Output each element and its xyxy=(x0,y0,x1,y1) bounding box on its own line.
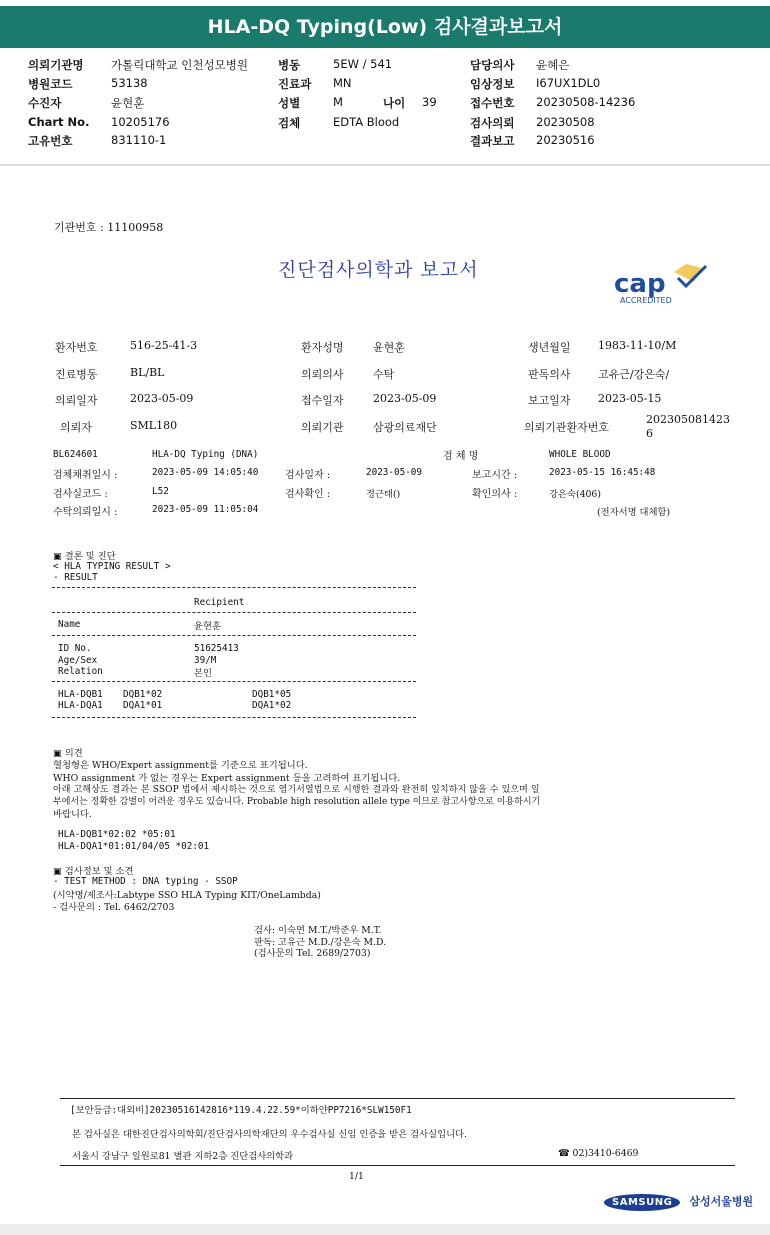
samsung-brand: SAMSUNG xyxy=(604,1194,680,1211)
header-label: 수진자 xyxy=(28,96,62,110)
info-key: 생년월일 xyxy=(528,341,571,354)
highres-line: HLA-DQB1*02:02 *05:01 xyxy=(58,829,176,840)
cap-logo-sub: ACCREDITED xyxy=(620,296,672,305)
reporttime-label: 보고시간 : xyxy=(472,470,518,481)
info-heading: ▣ 검사정보 및 소견 xyxy=(53,866,134,877)
bottom-margin xyxy=(0,1224,770,1235)
header-label: 접수번호 xyxy=(470,96,515,110)
report-title-bar xyxy=(0,6,770,48)
header-label: 의뢰기관명 xyxy=(28,58,84,72)
page-number: 1/1 xyxy=(349,1171,364,1182)
info-value: 윤현훈 xyxy=(373,341,405,354)
reporttime-value: 2023-05-15 16:45:48 xyxy=(549,467,656,478)
received-value: 2023-05-09 11:05:04 xyxy=(152,504,259,515)
header-value: 20230516 xyxy=(536,133,595,147)
divider xyxy=(52,717,416,718)
received-label: 수탁의뢰일시 : xyxy=(53,507,118,518)
confirmdoc-value: 강은숙(406) xyxy=(549,489,601,500)
typing-allele: DQB1*02 xyxy=(123,689,163,700)
info-value: 6 xyxy=(646,427,653,440)
header-value: 20230508 xyxy=(536,115,595,129)
institution-number: 기관번호 : 11100958 xyxy=(54,221,164,234)
test-code: BL624601 xyxy=(53,449,98,460)
name-value: 윤현훈 xyxy=(194,621,221,632)
result-subheading: - RESULT xyxy=(53,572,98,583)
header-label: 성별 xyxy=(278,96,301,110)
confirmdoc-label: 확인의사 : xyxy=(472,489,518,500)
info-line: - 검사문의 : Tel. 6462/2703 xyxy=(53,902,175,913)
header-value: M xyxy=(333,95,343,109)
header-value: 39 xyxy=(422,95,437,109)
age-value: 39/M xyxy=(194,655,217,666)
info-line: - TEST METHOD : DNA typing - SSOP xyxy=(53,876,238,887)
header-value: 53138 xyxy=(111,76,148,90)
footer-security: [보안등급:대외비]20230516142816*119.4.22.59*이하얀PP7216*SLW150F1 xyxy=(70,1105,412,1116)
typing-locus: HLA-DQA1 xyxy=(58,700,103,711)
header-value: MN xyxy=(333,76,352,90)
divider xyxy=(52,612,416,613)
footer-certification: 본 검사실은 대한진단검사의학회/진단검사의학재단의 우수검사실 신임 인증을 받은 검사실입니다. xyxy=(72,1129,467,1140)
info-key: 의뢰기관환자번호 xyxy=(524,421,610,434)
header-label: 임상정보 xyxy=(470,77,515,91)
typing-locus: HLA-DQB1 xyxy=(58,689,103,700)
info-key: 접수일자 xyxy=(301,394,344,407)
specimen-label: 검 체 명 xyxy=(443,451,479,462)
confirm-value: 정근태() xyxy=(366,489,401,500)
header-label: 병동 xyxy=(278,58,301,72)
info-value: 202305081423 xyxy=(646,413,730,426)
info-line: (시약명/제조사:Labtype SSO HLA Typing KIT/OneLambda) xyxy=(53,890,321,901)
typing-allele: DQA1*01 xyxy=(123,700,163,711)
info-key: 의뢰의사 xyxy=(301,368,344,381)
collect-value: 2023-05-09 14:05:40 xyxy=(152,467,259,478)
relation-value: 본인 xyxy=(194,668,212,679)
collect-label: 검체채취일시 : xyxy=(53,470,118,481)
opinion-heading: ▣ 의견 xyxy=(53,748,83,759)
footer-address: 서울시 강남구 일원로81 별관 지하2층 진단검사의학과 xyxy=(72,1151,294,1162)
info-key: 의뢰일자 xyxy=(55,394,98,407)
info-key: 보고일자 xyxy=(528,394,571,407)
specimen-value: WHOLE BLOOD xyxy=(549,449,611,460)
info-key: 환자성명 xyxy=(301,341,344,354)
samsung-hospital-logo xyxy=(604,1190,753,1211)
typing-allele: DQB1*05 xyxy=(252,689,292,700)
info-value: 2023-05-09 xyxy=(130,392,194,405)
test-name: HLA-DQ Typing (DNA) xyxy=(152,449,259,460)
header-value: I67UX1DL0 xyxy=(536,76,601,90)
typing-allele: DQA1*02 xyxy=(252,700,292,711)
id-value: 51625413 xyxy=(194,643,239,654)
header-label: 나이 xyxy=(383,96,406,110)
result-subheading: < HLA TYPING RESULT > xyxy=(53,561,171,572)
info-key: 의뢰자 xyxy=(60,421,92,434)
header-divider xyxy=(0,164,770,166)
info-key: 판독의사 xyxy=(528,368,571,381)
header-value: 가톨릭대학교 인천성모병원 xyxy=(111,58,248,72)
result-heading: ▣ 결론 및 진단 xyxy=(53,551,116,562)
header-label: 고유번호 xyxy=(28,134,73,148)
divider xyxy=(52,635,416,636)
highres-line: HLA-DQA1*01:01/04/05 *02:01 xyxy=(58,841,210,852)
header-label: 진료과 xyxy=(278,77,312,91)
cap-accredited-logo xyxy=(612,262,712,306)
room-label: 검사실코드 : xyxy=(53,489,108,500)
name-label: Name xyxy=(58,619,81,630)
footer-phone: ☎ 02)3410-6469 xyxy=(558,1148,639,1159)
info-value: 2023-05-15 xyxy=(598,392,662,405)
info-value: 516-25-41-3 xyxy=(130,339,198,352)
info-value: SML180 xyxy=(130,419,178,432)
id-label: ID No. xyxy=(58,643,92,654)
samsung-hospital-name: 삼성서울병원 xyxy=(689,1195,754,1208)
confirm-label: 검사확인 : xyxy=(285,489,331,500)
signature-line: (검사문의 Tel. 2689/2703) xyxy=(254,948,371,959)
header-value: 윤혜은 xyxy=(536,58,570,72)
report-title: HLA-DQ Typing(Low) 검사결과보고서 xyxy=(207,16,563,38)
header-value: 831110-1 xyxy=(111,133,167,147)
cap-logo-brand: cap xyxy=(614,269,666,299)
signature-line: 검사: 이숙연 M.T./박준우 M.T. xyxy=(254,925,382,936)
info-value: 2023-05-09 xyxy=(373,392,437,405)
testdate-label: 검사일자 : xyxy=(285,470,331,481)
header-value: EDTA Blood xyxy=(333,115,400,129)
header-value: 10205176 xyxy=(111,115,170,129)
header-value: 5EW / 541 xyxy=(333,57,393,71)
info-value: 고유근/강은숙/ xyxy=(598,368,670,381)
opinion-line: 아래 고해상도 결과는 본 SSOP 법에서 제시하는 것으로 염기서열법으로 시행한 결과와 완전히 일치하지 않을 수 있으며 일 xyxy=(53,785,540,795)
header-label: 검사의뢰 xyxy=(470,116,515,130)
header-label: 결과보고 xyxy=(470,134,515,148)
header-value: 윤현훈 xyxy=(111,96,145,110)
info-key: 의뢰기관 xyxy=(301,421,344,434)
info-value: 삼광의료재단 xyxy=(373,421,437,434)
doc-title: 진단검사의학과 보고서 xyxy=(278,259,479,281)
divider xyxy=(52,681,416,682)
header-label: 검체 xyxy=(278,116,301,130)
recipient-header: Recipient xyxy=(194,597,245,608)
opinion-line: 바랍니다. xyxy=(53,809,92,820)
age-label: Age/Sex xyxy=(58,655,98,666)
opinion-line: 혈청형은 WHO/Expert assignment를 기준으로 표기됩니다. xyxy=(53,760,308,771)
header-label: Chart No. xyxy=(28,115,90,129)
info-value: 1983-11-10/M xyxy=(598,339,677,352)
opinion-line: WHO assignment 가 없는 경우는 Expert assignment 등을 고려하여 표기됩니다. xyxy=(53,773,401,784)
header-label: 병원코드 xyxy=(28,77,73,91)
divider xyxy=(52,587,416,588)
signature-line: 판독: 고유근 M.D./강은숙 M.D. xyxy=(254,937,387,948)
room-value: L52 xyxy=(152,486,169,497)
footer-divider xyxy=(60,1098,735,1099)
info-value: 수탁 xyxy=(373,368,395,381)
header-value: 20230508-14236 xyxy=(536,95,636,109)
opinion-line: 부에서는 정확한 감별이 어려운 경우도 있습니다. Probable high resolution allele type 이므로 참고사항으로 이용하시기 xyxy=(53,797,541,807)
header-label: 담당의사 xyxy=(470,58,515,72)
relation-label: Relation xyxy=(58,666,103,677)
esign-note: (전자서명 대체함) xyxy=(597,507,671,518)
info-key: 환자번호 xyxy=(55,341,98,354)
testdate-value: 2023-05-09 xyxy=(366,467,422,478)
info-value: BL/BL xyxy=(130,366,165,379)
info-key: 진료병동 xyxy=(55,368,98,381)
footer-divider xyxy=(60,1165,735,1166)
